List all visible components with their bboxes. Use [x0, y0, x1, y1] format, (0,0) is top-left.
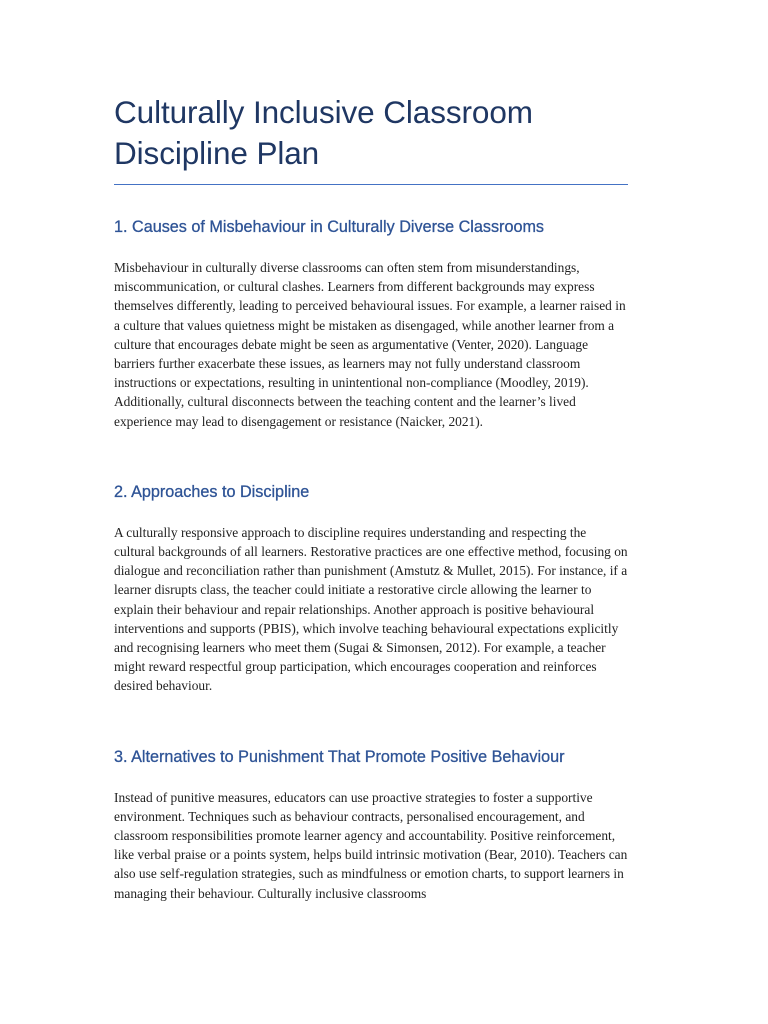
section-heading-causes: 1. Causes of Misbehaviour in Culturally Diverse Classrooms — [114, 218, 545, 236]
section-body-alternatives: Instead of punitive measures, educators can use proactive strategies to foster a supportive environment. Techniques such as behaviour contracts, personalised encouragement, and classroom responsibilities promote learner agency and accountability. Positive reinforcement, like verbal praise or a points system, helps build intrinsic motivation (Bear, 2010). Teachers can also use self-regulation strategies, such as mindfulness or emotion charts, to support learners in managing their behaviour. Culturally inclusive classrooms — [114, 789, 628, 901]
section-heading-alternatives: 3. Alternatives to Punishment That Promote Positive Behaviour — [114, 747, 565, 766]
document-content — [114, 92, 628, 903]
section-heading-approaches: 2. Approaches to Discipline — [114, 482, 310, 501]
section-body-causes: Misbehaviour in culturally diverse classrooms can often stem from misunderstandings, miscommunication, or cultural clashes. Learners from different backgrounds may express themselves differently, leading to perceived behavioural issues. For example, a learner raised in a culture that values quietness might be mistaken as disengaged, while another learner from a culture that encourages debate might be seen as argumentative (Venter, 2020). Language barriers further exacerbate these issues, as learners may not fully understand classroom instructions or expectations, resulting in unintentional non-compliance (Moodley, 2019). Additionally, cultural disconnects between the teaching content and the learner’s lived experience may lead to disengagement or resistance (Naicker, 2021). — [114, 260, 626, 429]
document-title: Culturally Inclusive Classroom Discipline Plan — [114, 92, 628, 185]
section-body-approaches: A culturally responsive approach to discipline requires understanding and respecting the cultural backgrounds of all learners. Restorative practices are one effective method, focusing on dialogue and reconciliation rather than punishment (Amstutz & Mullet, 2015). For instance, if a learner disrupts class, the teacher could initiate a restorative circle allowing the learner to explain their behaviour and repair relationships. Another approach is positive behavioural interventions and supports (PBIS), which involve teaching behavioural expectations explicitly and recognising learners who meet them (Sugai & Simonsen, 2012). For example, a teacher might reward respectful group participation, which encourages cooperation and reinforces desired behaviour. — [114, 524, 628, 694]
